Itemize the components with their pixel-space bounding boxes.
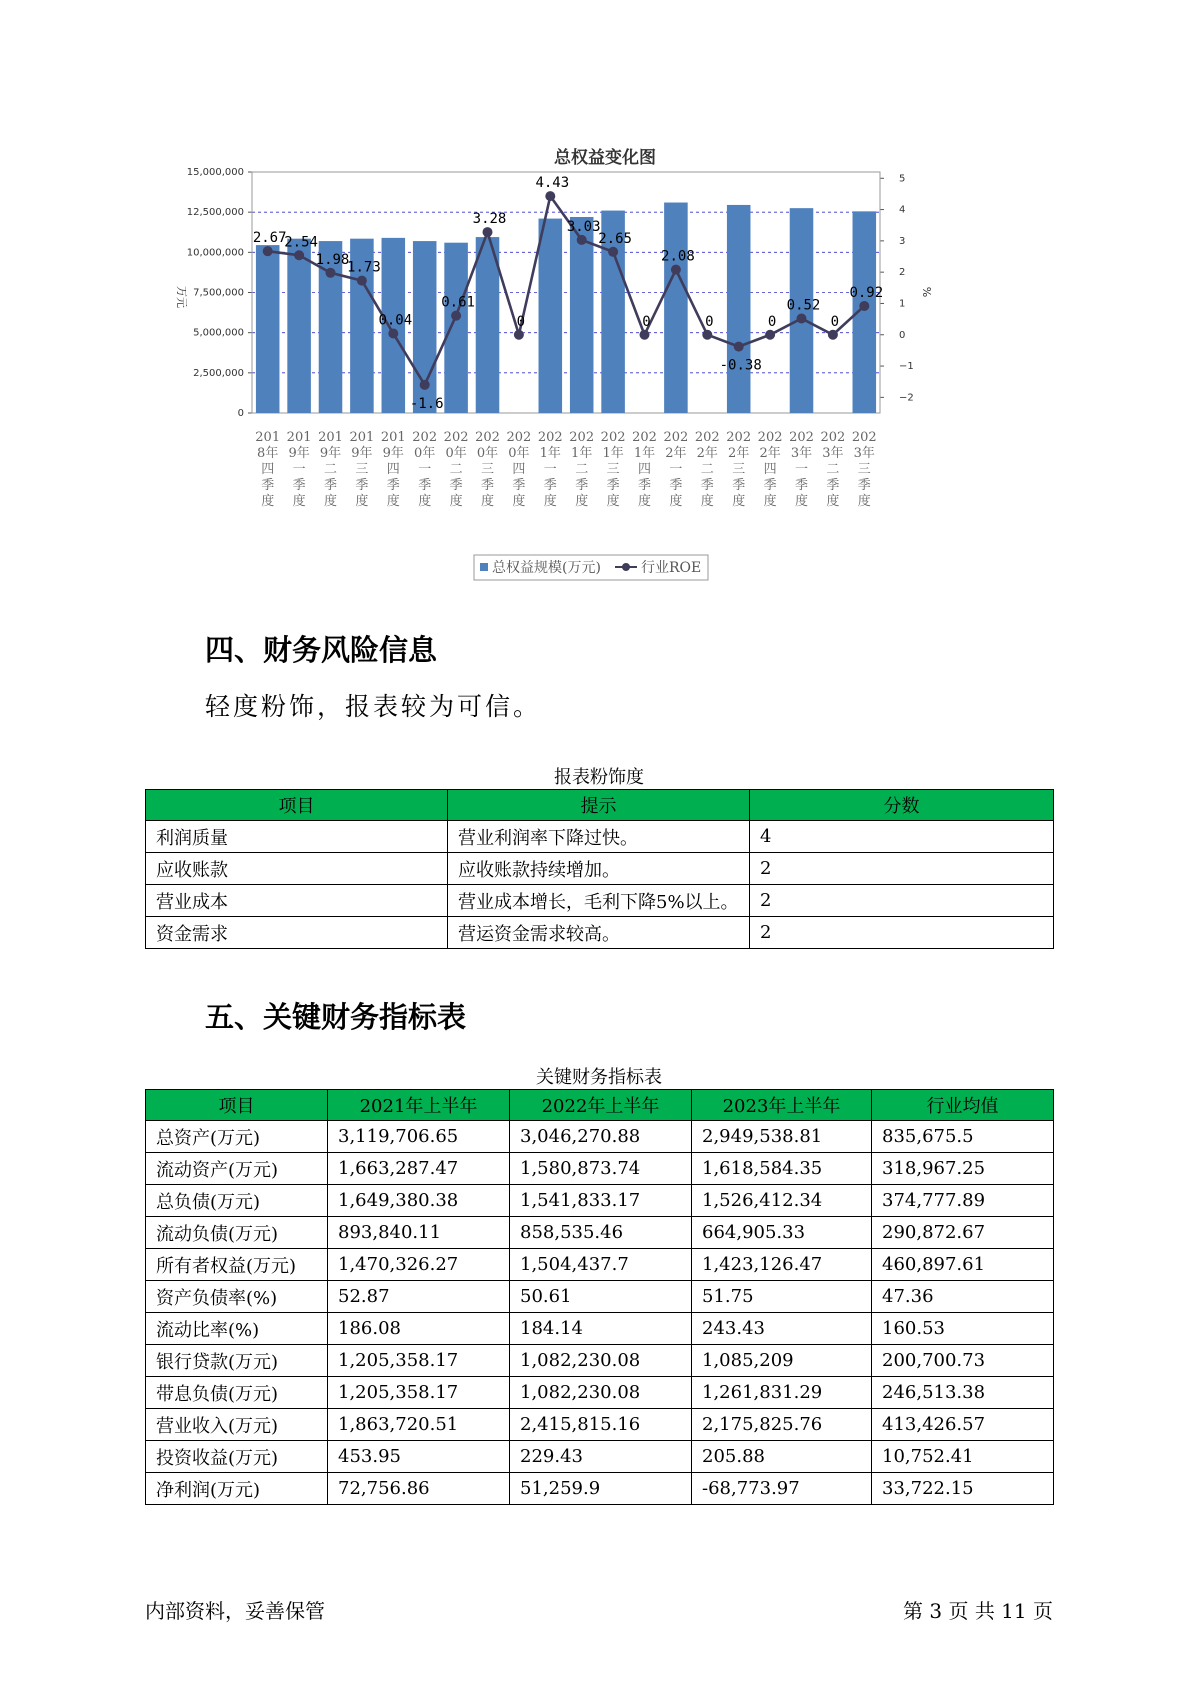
table-cell: 246,513.38 bbox=[872, 1377, 1054, 1409]
x-tick-label: 202 bbox=[789, 430, 814, 445]
x-tick-label: 202 bbox=[663, 430, 689, 445]
x-tick-label: 二 bbox=[826, 462, 840, 477]
x-tick-label: 0年 bbox=[445, 446, 467, 461]
x-tick-label: 度 bbox=[857, 494, 871, 509]
x-tick-label: 1年 bbox=[571, 446, 593, 461]
table-cell: 33,722.15 bbox=[872, 1473, 1054, 1505]
table-cell: 374,777.89 bbox=[872, 1185, 1054, 1217]
x-tick-label: 季 bbox=[826, 478, 840, 493]
table-cell: 229.43 bbox=[510, 1441, 692, 1473]
table-cell: 1,663,287.47 bbox=[328, 1153, 510, 1185]
table-cell: 1,423,126.47 bbox=[692, 1249, 872, 1281]
risk-table-header bbox=[146, 790, 1054, 821]
table-cell: 160.53 bbox=[872, 1313, 1054, 1345]
x-tick-label: 季 bbox=[323, 478, 338, 493]
x-tick-label: 202 bbox=[569, 430, 595, 445]
table-cell: 4 bbox=[750, 821, 1054, 853]
table-cell: 应收账款 bbox=[146, 853, 448, 885]
table-cell: 1,649,380.38 bbox=[328, 1185, 510, 1217]
roe-point bbox=[263, 246, 273, 256]
bar bbox=[287, 239, 311, 413]
bar bbox=[256, 245, 280, 413]
roe-data-label: 0.92 bbox=[849, 284, 884, 301]
x-tick-label: 四 bbox=[386, 462, 400, 477]
x-tick-label: 度 bbox=[418, 494, 432, 509]
footer-left: 内部资料，妥善保管 bbox=[145, 1599, 325, 1623]
table-cell: 资金需求 bbox=[146, 917, 448, 949]
table-cell: 总资产(万元) bbox=[146, 1121, 328, 1153]
x-tick-label: 8年 bbox=[257, 446, 279, 461]
bar bbox=[444, 243, 468, 413]
roe-point bbox=[326, 268, 336, 278]
table-cell: 2 bbox=[750, 853, 1054, 885]
y-left-tick-label: 5,000,000 bbox=[193, 327, 244, 339]
table-cell: 1,863,720.51 bbox=[328, 1409, 510, 1441]
table-cell: 1,470,326.27 bbox=[328, 1249, 510, 1281]
x-tick-label: 度 bbox=[606, 494, 620, 509]
x-tick-label: 202 bbox=[443, 430, 469, 445]
table-cell: 10,752.41 bbox=[872, 1441, 1054, 1473]
table-cell: 带息负债(万元) bbox=[146, 1377, 328, 1409]
x-tick-label: 季 bbox=[292, 478, 306, 493]
table-cell: 835,675.5 bbox=[872, 1121, 1054, 1153]
x-tick-label: 202 bbox=[632, 430, 657, 445]
bar bbox=[727, 205, 751, 413]
x-tick-label: 度 bbox=[763, 494, 777, 509]
roe-data-label: 1.73 bbox=[347, 259, 381, 276]
x-tick-label: 度 bbox=[826, 494, 840, 509]
y-left-tick-label: 15,000,000 bbox=[186, 167, 244, 178]
x-tick-label: 三 bbox=[355, 462, 369, 477]
roe-data-label: 0.52 bbox=[786, 297, 821, 314]
header-cell: 提示 bbox=[448, 790, 750, 821]
x-tick-label: 0年 bbox=[508, 446, 530, 461]
roe-point bbox=[483, 227, 493, 237]
roe-data-label: 0.04 bbox=[378, 312, 413, 329]
x-tick-label: 一 bbox=[794, 462, 809, 477]
table-cell: 营业成本增长，毛利下降5%以上。 bbox=[448, 885, 750, 917]
x-tick-label: 季 bbox=[669, 478, 683, 493]
x-tick-label: 四 bbox=[763, 462, 777, 477]
x-tick-label: 201 bbox=[349, 430, 375, 445]
table-cell: 银行贷款(万元) bbox=[146, 1345, 328, 1377]
x-tick-label: 9年 bbox=[288, 446, 310, 461]
table-cell: 243.43 bbox=[692, 1313, 872, 1345]
table-cell: 460,897.61 bbox=[872, 1249, 1054, 1281]
header-cell: 2022年上半年 bbox=[510, 1090, 692, 1121]
x-tick-label: 202 bbox=[694, 430, 720, 445]
x-tick-label: 季 bbox=[794, 478, 809, 493]
y-right-tick-label: −1 bbox=[899, 361, 914, 373]
table-cell: 1,541,833.17 bbox=[510, 1185, 692, 1217]
x-tick-label: 0年 bbox=[414, 446, 436, 461]
header-cell: 项目 bbox=[146, 1090, 328, 1121]
kpi-table bbox=[145, 1089, 1054, 1505]
equity-chart bbox=[175, 135, 1035, 595]
x-tick-label: 3年 bbox=[790, 446, 813, 461]
x-tick-label: 四 bbox=[512, 462, 526, 477]
x-tick-label: 9年 bbox=[382, 446, 404, 461]
table-cell: 52.87 bbox=[328, 1281, 510, 1313]
roe-point bbox=[828, 330, 838, 340]
roe-point bbox=[608, 247, 618, 257]
x-tick-label: 二 bbox=[449, 462, 463, 477]
table-cell: 184.14 bbox=[510, 1313, 692, 1345]
x-tick-label: 季 bbox=[606, 478, 620, 493]
table-cell: 664,905.33 bbox=[692, 1217, 872, 1249]
bar bbox=[539, 219, 563, 413]
table-cell: 1,205,358.17 bbox=[328, 1377, 510, 1409]
y-left-tick-label: 7,500,000 bbox=[193, 287, 244, 299]
y-left-tick-label: 2,500,000 bbox=[193, 367, 244, 379]
roe-point bbox=[859, 301, 869, 311]
roe-data-label: 0 bbox=[767, 313, 777, 330]
chart-title: 总权益变化图 bbox=[554, 148, 656, 168]
roe-data-label: 0 bbox=[830, 313, 840, 330]
table-cell: 893,840.11 bbox=[328, 1217, 510, 1249]
table-cell: 858,535.46 bbox=[510, 1217, 692, 1249]
x-tick-label: 三 bbox=[857, 462, 871, 477]
roe-point bbox=[514, 330, 524, 340]
table-cell: 200,700.73 bbox=[872, 1345, 1054, 1377]
x-tick-label: 季 bbox=[512, 478, 526, 493]
table-row bbox=[146, 1409, 1054, 1441]
roe-point bbox=[451, 311, 461, 321]
x-tick-label: 2年 bbox=[728, 446, 750, 461]
y-right-axis-label: % bbox=[920, 286, 933, 298]
table-cell: 所有者权益(万元) bbox=[146, 1249, 328, 1281]
legend-line-label: 行业ROE bbox=[641, 560, 702, 576]
legend-line-marker bbox=[622, 563, 630, 571]
table-cell: 2,415,815.16 bbox=[510, 1409, 692, 1441]
y-right-tick-label: 1 bbox=[899, 298, 906, 310]
roe-point bbox=[294, 250, 304, 260]
x-tick-label: 二 bbox=[700, 462, 714, 477]
table-cell: 净利润(万元) bbox=[146, 1473, 328, 1505]
y-right-tick-label: 0 bbox=[899, 329, 906, 341]
table-cell: 1,618,584.35 bbox=[692, 1153, 872, 1185]
x-tick-label: 一 bbox=[669, 462, 683, 477]
y-left-tick-label: 0 bbox=[237, 408, 244, 419]
x-tick-label: 度 bbox=[449, 494, 463, 509]
x-tick-label: 季 bbox=[637, 478, 652, 493]
x-tick-label: 季 bbox=[480, 478, 495, 493]
table-row bbox=[146, 917, 1054, 949]
table-cell: 投资收益(万元) bbox=[146, 1441, 328, 1473]
header-cell: 2023年上半年 bbox=[692, 1090, 872, 1121]
x-tick-label: 202 bbox=[412, 430, 438, 445]
legend-bar-label: 总权益规模(万元) bbox=[492, 560, 601, 576]
y-left-tick-label: 10,000,000 bbox=[186, 247, 244, 259]
x-tick-label: 2年 bbox=[759, 446, 781, 461]
roe-point bbox=[797, 313, 807, 323]
roe-point bbox=[577, 235, 587, 245]
x-tick-label: 四 bbox=[261, 462, 275, 477]
table-row bbox=[146, 1121, 1054, 1153]
roe-point bbox=[420, 380, 430, 390]
x-tick-label: 度 bbox=[669, 494, 683, 509]
table-cell: 47.36 bbox=[872, 1281, 1054, 1313]
table-row bbox=[146, 1281, 1054, 1313]
roe-data-label: -1.6 bbox=[409, 395, 444, 412]
x-tick-label: 季 bbox=[543, 478, 557, 493]
roe-point bbox=[640, 330, 650, 340]
table-cell: 318,967.25 bbox=[872, 1153, 1054, 1185]
table-cell: 1,085,209 bbox=[692, 1345, 872, 1377]
x-tick-label: 202 bbox=[757, 430, 783, 445]
table-row bbox=[146, 1153, 1054, 1185]
bar bbox=[664, 203, 688, 413]
roe-data-label: 2.54 bbox=[284, 234, 318, 251]
table-row bbox=[146, 1377, 1054, 1409]
x-tick-label: 一 bbox=[543, 462, 557, 477]
table-row bbox=[146, 1313, 1054, 1345]
x-tick-label: 202 bbox=[726, 430, 752, 445]
roe-point bbox=[734, 342, 744, 352]
table-cell: 流动比率(%) bbox=[146, 1313, 328, 1345]
y-right-tick-label: 4 bbox=[899, 204, 906, 216]
x-tick-label: 9年 bbox=[319, 446, 342, 461]
x-tick-label: 季 bbox=[449, 478, 463, 493]
x-tick-label: 度 bbox=[575, 494, 589, 509]
x-tick-label: 202 bbox=[851, 430, 877, 445]
roe-data-label: 2.65 bbox=[598, 230, 632, 247]
roe-data-label: 3.03 bbox=[566, 218, 601, 235]
table-row bbox=[146, 1345, 1054, 1377]
x-tick-label: 度 bbox=[512, 494, 526, 509]
roe-point bbox=[357, 276, 367, 286]
roe-data-label: 2.08 bbox=[661, 248, 695, 265]
kpi-table-caption: 关键财务指标表 bbox=[536, 1067, 662, 1088]
table-row bbox=[146, 821, 1054, 853]
table-cell: 营运资金需求较高。 bbox=[448, 917, 750, 949]
table-cell: 290,872.67 bbox=[872, 1217, 1054, 1249]
roe-data-label: 2.67 bbox=[252, 230, 287, 247]
table-row bbox=[146, 853, 1054, 885]
table-cell: -68,773.97 bbox=[692, 1473, 872, 1505]
x-tick-label: 一 bbox=[292, 462, 306, 477]
x-tick-label: 202 bbox=[506, 430, 532, 445]
x-tick-label: 季 bbox=[386, 478, 400, 493]
x-tick-label: 2年 bbox=[665, 446, 687, 461]
table-cell: 应收账款持续增加。 bbox=[448, 853, 750, 885]
table-row bbox=[146, 885, 1054, 917]
section4-heading: 四、财务风险信息 bbox=[205, 633, 438, 667]
x-tick-label: 202 bbox=[475, 430, 500, 445]
table-cell: 1,082,230.08 bbox=[510, 1377, 692, 1409]
table-cell: 1,205,358.17 bbox=[328, 1345, 510, 1377]
x-tick-label: 度 bbox=[794, 494, 809, 509]
legend-bar-swatch bbox=[480, 563, 488, 571]
table-cell: 流动负债(万元) bbox=[146, 1217, 328, 1249]
x-tick-label: 季 bbox=[355, 478, 369, 493]
table-cell: 50.61 bbox=[510, 1281, 692, 1313]
x-tick-label: 201 bbox=[255, 430, 281, 445]
x-tick-label: 三 bbox=[732, 462, 746, 477]
table-cell: 流动资产(万元) bbox=[146, 1153, 328, 1185]
y-right-tick-label: 2 bbox=[899, 267, 906, 279]
table-cell: 1,504,437.7 bbox=[510, 1249, 692, 1281]
risk-table-caption: 报表粉饰度 bbox=[554, 767, 644, 788]
x-tick-label: 1年 bbox=[633, 446, 656, 461]
roe-point bbox=[671, 265, 681, 275]
x-tick-label: 3年 bbox=[853, 446, 875, 461]
x-tick-label: 季 bbox=[700, 478, 714, 493]
x-tick-label: 季 bbox=[857, 478, 871, 493]
table-cell: 1,526,412.34 bbox=[692, 1185, 872, 1217]
y-left-axis-label: 万元 bbox=[175, 286, 188, 308]
table-cell: 72,756.86 bbox=[328, 1473, 510, 1505]
y-right-tick-label: 5 bbox=[899, 173, 906, 185]
x-tick-label: 季 bbox=[732, 478, 746, 493]
x-tick-label: 度 bbox=[543, 494, 557, 509]
y-left-tick-label: 12,500,000 bbox=[186, 207, 244, 219]
table-cell: 2 bbox=[750, 917, 1054, 949]
table-cell: 2,949,538.81 bbox=[692, 1121, 872, 1153]
x-tick-label: 9年 bbox=[351, 446, 373, 461]
x-tick-label: 201 bbox=[380, 430, 406, 445]
table-cell: 营业利润率下降过快。 bbox=[448, 821, 750, 853]
x-tick-label: 1年 bbox=[539, 446, 561, 461]
roe-point bbox=[702, 330, 712, 340]
x-tick-label: 度 bbox=[323, 494, 338, 509]
kpi-table-header bbox=[146, 1090, 1054, 1121]
roe-data-label: 3.28 bbox=[472, 211, 507, 228]
x-tick-label: 二 bbox=[575, 462, 589, 477]
header-cell: 行业均值 bbox=[872, 1090, 1054, 1121]
x-tick-label: 度 bbox=[292, 494, 306, 509]
x-tick-label: 201 bbox=[318, 430, 343, 445]
x-tick-label: 季 bbox=[418, 478, 432, 493]
x-tick-label: 度 bbox=[355, 494, 369, 509]
roe-point bbox=[388, 329, 398, 339]
x-tick-label: 三 bbox=[480, 462, 495, 477]
header-cell: 项目 bbox=[146, 790, 448, 821]
x-tick-label: 度 bbox=[637, 494, 652, 509]
x-tick-label: 201 bbox=[286, 430, 312, 445]
x-tick-label: 一 bbox=[418, 462, 432, 477]
table-row bbox=[146, 1441, 1054, 1473]
section5-heading: 五、关键财务指标表 bbox=[205, 1000, 467, 1034]
table-cell: 营业成本 bbox=[146, 885, 448, 917]
roe-data-label: 0 bbox=[642, 313, 651, 330]
section4-text: 轻度粉饰，报表较为可信。 bbox=[205, 692, 542, 721]
table-cell: 2 bbox=[750, 885, 1054, 917]
x-tick-label: 202 bbox=[537, 430, 563, 445]
roe-point bbox=[765, 330, 775, 340]
x-tick-label: 度 bbox=[732, 494, 746, 509]
x-tick-label: 季 bbox=[575, 478, 589, 493]
table-cell: 51,259.9 bbox=[510, 1473, 692, 1505]
table-cell: 1,580,873.74 bbox=[510, 1153, 692, 1185]
x-tick-label: 2年 bbox=[696, 446, 718, 461]
table-cell: 3,046,270.88 bbox=[510, 1121, 692, 1153]
table-cell: 1,261,831.29 bbox=[692, 1377, 872, 1409]
table-cell: 3,119,706.65 bbox=[328, 1121, 510, 1153]
table-row bbox=[146, 1185, 1054, 1217]
table-cell: 1,082,230.08 bbox=[510, 1345, 692, 1377]
table-cell: 利润质量 bbox=[146, 821, 448, 853]
x-tick-label: 0年 bbox=[476, 446, 499, 461]
table-cell: 186.08 bbox=[328, 1313, 510, 1345]
x-tick-label: 度 bbox=[480, 494, 495, 509]
x-tick-label: 三 bbox=[606, 462, 620, 477]
roe-data-label: 0 bbox=[516, 313, 526, 330]
table-cell: 205.88 bbox=[692, 1441, 872, 1473]
x-tick-label: 度 bbox=[386, 494, 400, 509]
x-tick-label: 季 bbox=[261, 478, 275, 493]
x-tick-label: 二 bbox=[323, 462, 338, 477]
roe-data-label: -0.38 bbox=[719, 357, 762, 374]
roe-data-label: 0 bbox=[705, 313, 714, 330]
table-cell: 51.75 bbox=[692, 1281, 872, 1313]
x-tick-label: 202 bbox=[820, 430, 846, 445]
x-tick-label: 1年 bbox=[602, 446, 624, 461]
table-cell: 2,175,825.76 bbox=[692, 1409, 872, 1441]
table-cell: 453.95 bbox=[328, 1441, 510, 1473]
table-cell: 总负债(万元) bbox=[146, 1185, 328, 1217]
x-tick-label: 202 bbox=[600, 430, 626, 445]
x-tick-label: 四 bbox=[637, 462, 652, 477]
header-cell: 2021年上半年 bbox=[328, 1090, 510, 1121]
table-row bbox=[146, 1473, 1054, 1505]
roe-data-label: 0.61 bbox=[441, 294, 475, 311]
roe-point bbox=[545, 191, 555, 201]
roe-data-label: 1.98 bbox=[315, 251, 350, 268]
table-cell: 413,426.57 bbox=[872, 1409, 1054, 1441]
bar bbox=[570, 217, 594, 413]
y-right-tick-label: −2 bbox=[899, 392, 914, 404]
x-tick-label: 3年 bbox=[822, 446, 844, 461]
table-cell: 资产负债率(%) bbox=[146, 1281, 328, 1313]
chart-svg bbox=[175, 135, 1035, 595]
table-row bbox=[146, 1217, 1054, 1249]
x-tick-label: 度 bbox=[700, 494, 714, 509]
header-cell: 分数 bbox=[750, 790, 1054, 821]
x-tick-label: 季 bbox=[763, 478, 777, 493]
risk-table bbox=[145, 789, 1054, 949]
x-tick-label: 度 bbox=[261, 494, 275, 509]
roe-data-label: 4.43 bbox=[535, 175, 570, 192]
footer-page-number: 第 3 页 共 11 页 bbox=[903, 1599, 1053, 1623]
y-right-tick-label: 3 bbox=[899, 235, 906, 247]
table-cell: 营业收入(万元) bbox=[146, 1409, 328, 1441]
table-row bbox=[146, 1249, 1054, 1281]
